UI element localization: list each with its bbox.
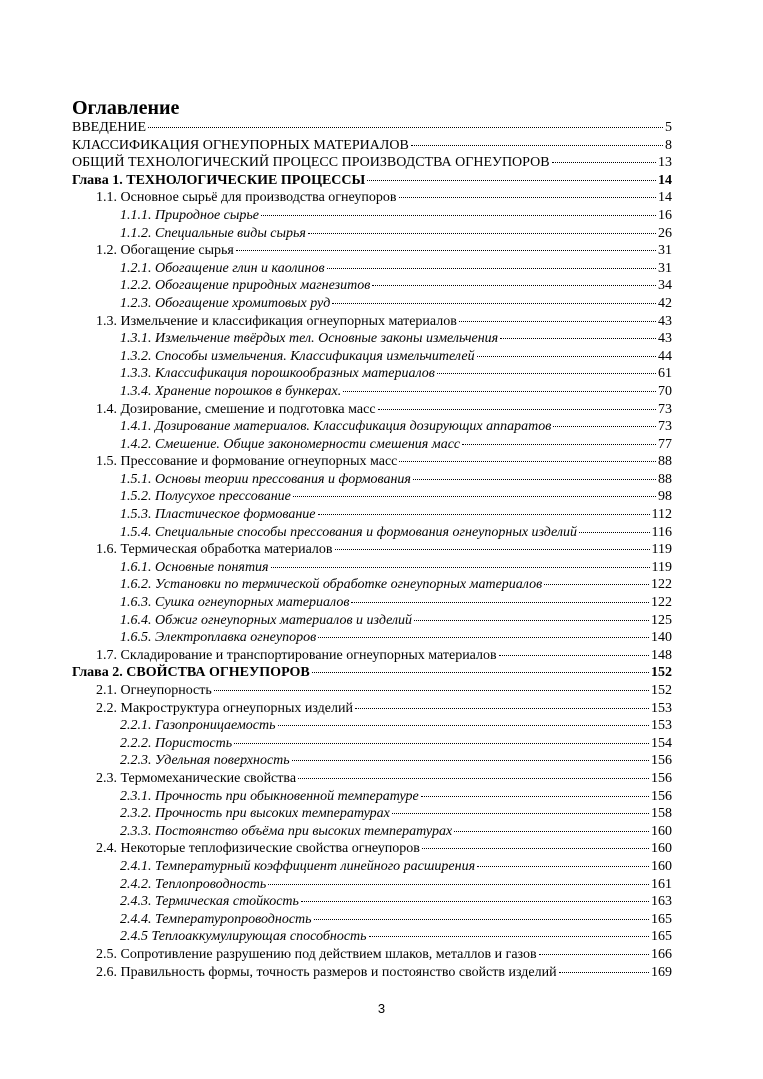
toc-entry-label: 2.2.1. Газопроницаемость <box>120 718 276 734</box>
toc-leader-dots <box>355 708 649 709</box>
toc-leader-dots <box>499 655 649 656</box>
toc-entry-label: 1.6. Термическая обработка материалов <box>96 542 333 558</box>
toc-entry[interactable] <box>72 348 672 366</box>
toc-entry-label: КЛАССИФИКАЦИЯ ОГНЕУПОРНЫХ МАТЕРИАЛОВ <box>72 137 409 153</box>
toc-entry[interactable] <box>72 717 672 735</box>
toc-entry-page: 154 <box>651 735 672 751</box>
toc-entry-page: 119 <box>651 542 672 558</box>
toc-entry[interactable] <box>72 242 672 260</box>
toc-entry[interactable] <box>72 154 672 172</box>
toc-entry[interactable] <box>72 418 672 436</box>
toc-entry-page: 156 <box>651 770 672 786</box>
toc-entry-page: 61 <box>658 366 672 382</box>
toc-leader-dots <box>318 514 650 515</box>
toc-leader-dots <box>261 215 656 216</box>
toc-entry[interactable] <box>72 471 672 489</box>
toc-leader-dots <box>292 760 649 761</box>
toc-entry-page: 119 <box>651 559 672 575</box>
table-of-contents <box>72 119 672 981</box>
toc-entry[interactable] <box>72 664 672 682</box>
toc-entry[interactable] <box>72 295 672 313</box>
toc-entry-label: 1.5.1. Основы теории прессования и формования <box>120 471 411 487</box>
toc-entry-label: 2.1. Огнеупорность <box>96 683 212 698</box>
toc-entry-page: 70 <box>658 383 672 399</box>
toc-entry-label: 1.6.5. Электроплавка огнеупоров <box>120 630 317 646</box>
toc-entry-label: 2.3.3. Постоянство объёма при высоких температурах <box>120 823 453 839</box>
toc-leader-dots <box>372 285 656 286</box>
toc-entry-page: 43 <box>658 313 672 329</box>
toc-entry-page: 44 <box>658 348 672 364</box>
toc-entry-label: Глава 1. ТЕХНОЛОГИЧЕСКИЕ ПРОЦЕССЫ <box>72 172 366 188</box>
toc-leader-dots <box>539 954 649 955</box>
toc-entry[interactable] <box>72 383 672 401</box>
page-title: Оглавление <box>72 97 180 119</box>
toc-leader-dots <box>335 549 650 550</box>
toc-leader-dots <box>437 373 656 374</box>
toc-entry[interactable] <box>72 823 672 841</box>
toc-entry-label: 1.7. Складирование и транспортирование огнеупорных материалов <box>96 647 497 663</box>
toc-leader-dots <box>367 180 656 181</box>
toc-leader-dots <box>268 884 649 885</box>
toc-leader-dots <box>399 197 657 198</box>
toc-entry-page: 165 <box>651 911 672 927</box>
toc-entry-page: 156 <box>651 788 672 804</box>
toc-entry-page: 122 <box>651 595 672 611</box>
toc-leader-dots <box>271 567 650 568</box>
toc-entry-label: 2.2.2. Пористость <box>120 735 233 751</box>
toc-entry[interactable] <box>72 840 672 858</box>
toc-entry-label: ОБЩИЙ ТЕХНОЛОГИЧЕСКИЙ ПРОЦЕСС ПРОИЗВОДСТВА ОГНЕУПОРОВ <box>72 155 550 171</box>
toc-leader-dots <box>236 250 656 251</box>
toc-entry-page: 88 <box>658 471 672 487</box>
toc-entry-page: 166 <box>651 946 672 962</box>
toc-entry[interactable] <box>72 172 672 190</box>
toc-entry[interactable] <box>72 541 672 559</box>
toc-entry-page: 152 <box>651 683 672 698</box>
toc-entry-label: 1.6.2. Установки по термической обработке огнеупорных материалов <box>120 577 543 593</box>
toc-entry-label: 2.2.3. Удельная поверхность <box>120 753 290 769</box>
toc-entry[interactable] <box>72 207 672 225</box>
page-number: 3 <box>377 1001 386 1016</box>
toc-entry[interactable] <box>72 330 672 348</box>
toc-entry[interactable] <box>72 576 672 594</box>
toc-entry[interactable] <box>72 752 672 770</box>
toc-leader-dots <box>544 584 649 585</box>
toc-entry-label: 1.1. Основное сырьё для производства огнеупоров <box>96 190 397 206</box>
toc-entry[interactable] <box>72 911 672 929</box>
toc-entry-label: 1.6.4. Обжиг огнеупорных материалов и изделий <box>120 612 413 628</box>
toc-entry-page: 152 <box>651 665 672 681</box>
toc-entry-label: 2.2. Макроструктура огнеупорных изделий <box>96 700 353 716</box>
toc-entry-label: 1.2. Обогащение сырья <box>96 243 234 259</box>
toc-entry-label: 1.2.2. Обогащение природных магнезитов <box>120 278 371 294</box>
toc-entry-label: 2.4. Некоторые теплофизические свойства огнеупоров <box>96 841 420 857</box>
toc-entry[interactable] <box>72 225 672 243</box>
toc-entry-page: 158 <box>651 806 672 822</box>
toc-entry-label: 1.6.3. Сушка огнеупорных материалов <box>120 595 350 611</box>
toc-leader-dots <box>421 796 649 797</box>
toc-entry-page: 140 <box>651 630 672 646</box>
toc-entry[interactable] <box>72 700 672 718</box>
toc-entry[interactable] <box>72 524 672 542</box>
toc-leader-dots <box>462 444 656 445</box>
toc-entry-label: 1.3.4. Хранение порошков в бункерах. <box>120 383 342 399</box>
toc-leader-dots <box>378 409 656 410</box>
toc-leader-dots <box>477 866 649 867</box>
toc-leader-dots <box>148 127 663 128</box>
toc-entry[interactable] <box>72 189 672 207</box>
toc-entry-page: 153 <box>651 700 672 716</box>
toc-leader-dots <box>214 690 649 691</box>
toc-entry-page: 8 <box>665 137 672 153</box>
toc-entry-label: 2.4.4. Температуропроводность <box>120 911 312 927</box>
toc-entry-page: 163 <box>651 894 672 910</box>
toc-entry-page: 31 <box>658 260 672 276</box>
toc-entry-label: 1.4.1. Дозирование материалов. Классификация дозирующих аппаратов <box>120 419 552 435</box>
toc-entry-label: 1.5.4. Специальные способы прессования и формования огнеупорных изделий <box>120 524 578 540</box>
toc-entry-page: 122 <box>651 577 672 593</box>
toc-entry-page: 77 <box>658 436 672 452</box>
toc-entry-label: 2.3. Термомеханические свойства <box>96 770 297 786</box>
toc-leader-dots <box>293 496 656 497</box>
toc-leader-dots <box>579 532 649 533</box>
toc-entry-page: 73 <box>658 401 672 417</box>
toc-entry-label: 1.4.2. Смешение. Общие закономерности смешения масс <box>120 436 461 452</box>
toc-entry-label: 2.6. Правильность формы, точность размеров и постоянство свойств изделий <box>96 964 557 980</box>
toc-entry-label: 1.5.3. Пластическое формование <box>120 507 316 523</box>
toc-entry[interactable] <box>72 735 672 753</box>
toc-leader-dots <box>332 303 656 304</box>
toc-entry-page: 14 <box>658 190 672 206</box>
toc-leader-dots <box>369 936 649 937</box>
toc-leader-dots <box>308 233 656 234</box>
toc-entry-page: 125 <box>651 612 672 628</box>
toc-entry[interactable] <box>72 260 672 278</box>
toc-entry[interactable] <box>72 506 672 524</box>
toc-entry-label: 1.2.3. Обогащение хромитовых руд <box>120 295 331 311</box>
toc-entry-page: 156 <box>651 753 672 769</box>
toc-entry-page: 88 <box>658 454 672 470</box>
toc-entry-label: 2.4.2. Теплопроводность <box>120 876 267 892</box>
toc-entry-page: 14 <box>658 172 672 188</box>
toc-entry[interactable] <box>72 313 672 331</box>
toc-entry-page: 165 <box>651 929 672 945</box>
toc-entry[interactable] <box>72 964 672 982</box>
toc-entry-page: 26 <box>658 225 672 241</box>
toc-entry[interactable] <box>72 436 672 454</box>
toc-entry-label: 2.3.1. Прочность при обыкновенной температуре <box>120 788 419 804</box>
toc-leader-dots <box>301 901 649 902</box>
toc-entry-label: 1.1.1. Природное сырье <box>120 207 259 223</box>
toc-entry-page: 160 <box>651 841 672 857</box>
toc-entry-page: 160 <box>651 823 672 839</box>
toc-entry-label: 2.4.3. Термическая стойкость <box>120 894 299 910</box>
toc-entry-label: 1.3.3. Классификация порошкообразных материалов <box>120 366 435 382</box>
toc-entry[interactable] <box>72 682 672 700</box>
toc-leader-dots <box>559 972 649 973</box>
toc-entry-label: ВВЕДЕНИЕ <box>72 120 147 135</box>
toc-entry-label: 1.2.1. Обогащение глин и каолинов <box>120 260 325 276</box>
toc-entry-label: 1.4. Дозирование, смешение и подготовка масс <box>96 401 376 417</box>
toc-entry-page: 98 <box>658 489 672 505</box>
toc-leader-dots <box>553 426 656 427</box>
toc-leader-dots <box>314 919 649 920</box>
toc-entry-page: 161 <box>651 876 672 892</box>
toc-leader-dots <box>552 162 656 163</box>
toc-entry-label: 1.5. Прессование и формование огнеупорных масс <box>96 454 398 470</box>
toc-entry-page: 31 <box>658 243 672 259</box>
toc-entry-page: 73 <box>658 419 672 435</box>
toc-entry[interactable] <box>72 770 672 788</box>
toc-entry-label: 2.4.5 Теплоаккумулирующая способность <box>120 929 367 945</box>
toc-leader-dots <box>392 813 649 814</box>
toc-entry[interactable] <box>72 946 672 964</box>
toc-entry[interactable] <box>72 488 672 506</box>
toc-entry[interactable] <box>72 876 672 894</box>
toc-entry[interactable] <box>72 788 672 806</box>
toc-entry-page: 169 <box>651 964 672 980</box>
toc-leader-dots <box>459 321 656 322</box>
toc-entry[interactable] <box>72 365 672 383</box>
toc-entry-label: 1.3. Измельчение и классификация огнеупорных материалов <box>96 313 457 329</box>
toc-entry-page: 34 <box>658 278 672 294</box>
toc-entry-page: 42 <box>658 295 672 311</box>
toc-leader-dots <box>411 145 663 146</box>
toc-entry-label: 1.6.1. Основные понятия <box>120 559 269 575</box>
toc-leader-dots <box>477 356 656 357</box>
toc-entry[interactable] <box>72 805 672 823</box>
toc-entry[interactable] <box>72 928 672 946</box>
toc-entry[interactable] <box>72 647 672 665</box>
toc-leader-dots <box>298 778 649 779</box>
toc-entry-label: 2.4.1. Температурный коэффициент линейного расширения <box>120 858 476 874</box>
toc-leader-dots <box>351 602 649 603</box>
toc-leader-dots <box>399 461 656 462</box>
toc-entry[interactable] <box>72 453 672 471</box>
toc-leader-dots <box>414 620 649 621</box>
toc-entry[interactable] <box>72 612 672 630</box>
toc-entry-page: 43 <box>658 331 672 347</box>
toc-entry-label: 1.1.2. Специальные виды сырья <box>120 225 306 241</box>
toc-entry[interactable] <box>72 137 672 155</box>
toc-entry-label: 1.3.1. Измельчение твёрдых тел. Основные законы измельчения <box>120 331 499 347</box>
toc-entry-label: 2.5. Сопротивление разрушению под действием шлаков, металлов и газов <box>96 946 537 962</box>
toc-leader-dots <box>422 848 649 849</box>
toc-leader-dots <box>278 725 649 726</box>
toc-leader-dots <box>413 479 656 480</box>
toc-leader-dots <box>312 672 649 673</box>
toc-entry[interactable] <box>72 401 672 419</box>
toc-leader-dots <box>343 391 656 392</box>
toc-entry-page: 16 <box>658 207 672 223</box>
toc-entry-label: Глава 2. СВОЙСТВА ОГНЕУПОРОВ <box>72 665 310 681</box>
toc-entry-label: 1.3.2. Способы измельчения. Классификация измельчителей <box>120 348 475 364</box>
toc-entry-page: 160 <box>651 858 672 874</box>
toc-entry-page: 112 <box>651 507 672 523</box>
toc-entry[interactable] <box>72 858 672 876</box>
toc-entry-label: 1.5.2. Полусухое прессование <box>120 489 291 505</box>
toc-entry[interactable] <box>72 893 672 911</box>
toc-leader-dots <box>500 338 656 339</box>
toc-entry[interactable] <box>72 277 672 295</box>
toc-entry-page: 116 <box>651 524 672 540</box>
toc-entry-page: 148 <box>651 647 672 663</box>
toc-entry-label: 2.3.2. Прочность при высоких температурах <box>120 806 390 822</box>
toc-entry-page: 5 <box>665 120 672 135</box>
toc-leader-dots <box>454 831 649 832</box>
toc-entry-page: 153 <box>651 718 672 734</box>
toc-entry[interactable] <box>72 559 672 577</box>
toc-entry[interactable] <box>72 119 672 137</box>
toc-entry[interactable] <box>72 629 672 647</box>
toc-entry[interactable] <box>72 594 672 612</box>
toc-leader-dots <box>234 743 649 744</box>
toc-leader-dots <box>327 268 656 269</box>
toc-entry-page: 13 <box>658 155 672 171</box>
toc-leader-dots <box>318 637 649 638</box>
